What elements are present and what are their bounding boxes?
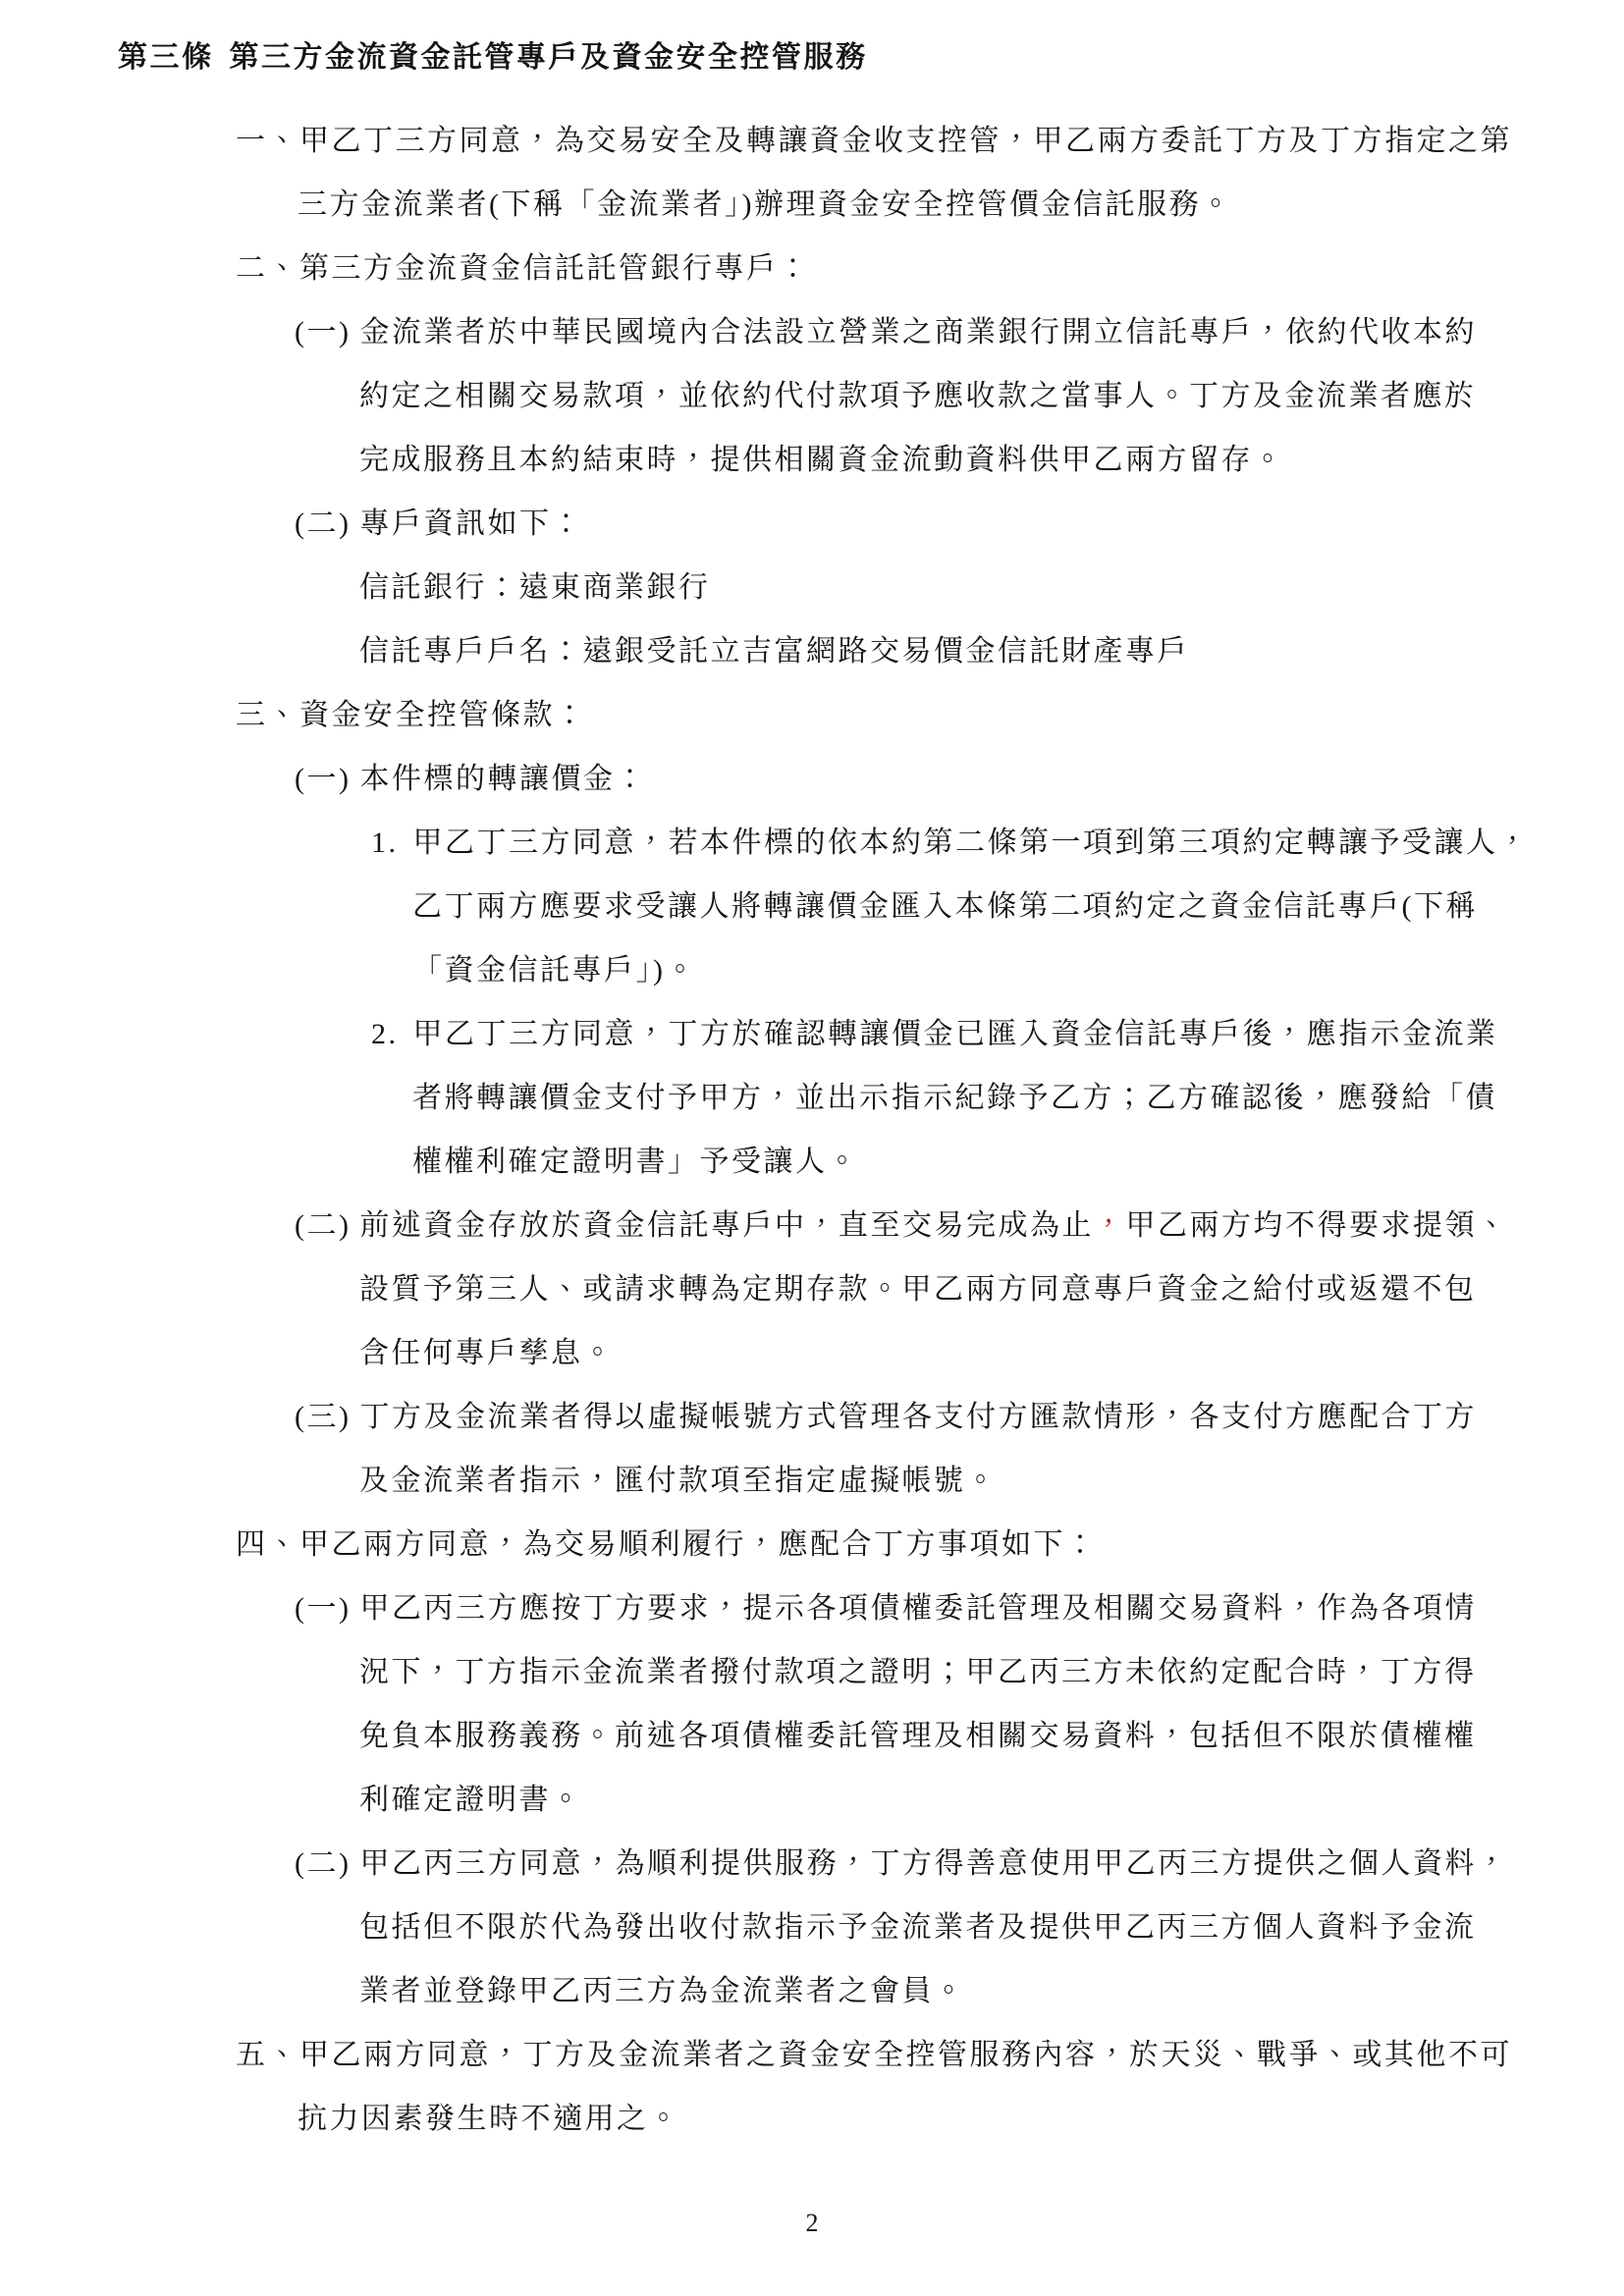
clause-line bbox=[295, 492, 1624, 556]
clause-text: 況下，丁方指示金流業者撥付款項之證明；甲乙丙三方未依約定配合時，丁方得 bbox=[359, 1656, 1477, 1688]
clause-line bbox=[371, 1002, 1624, 1066]
clause-line bbox=[295, 1832, 1624, 1896]
clause-line bbox=[412, 1130, 1624, 1194]
red-comma: ， bbox=[1093, 1209, 1126, 1242]
clause-text: 包括但不限於代為發出收付款指示予金流業者及提供甲乙丙三方個人資料予金流 bbox=[359, 1911, 1477, 1944]
clause-text: 信託專戶戶名：遠銀受託立吉富網路交易價金信託財產專戶 bbox=[359, 635, 1189, 667]
clause-text: 丁方及金流業者得以虛擬帳號方式管理各支付方匯款情形，各支付方應配合丁方 bbox=[359, 1401, 1477, 1433]
clause-text: 利確定證明書。 bbox=[359, 1784, 583, 1816]
list-marker: (二) bbox=[295, 1209, 352, 1242]
clause-text: 含任何專戶孳息。 bbox=[359, 1337, 615, 1369]
list-marker: 五、 bbox=[236, 2039, 299, 2071]
clause-line bbox=[412, 875, 1624, 938]
clause-text: 專戶資訊如下： bbox=[359, 507, 583, 540]
clause-line bbox=[359, 1640, 1624, 1704]
clause-line bbox=[298, 173, 1624, 237]
clause-text: 甲乙丁三方同意，若本件標的依本約第二條第一項到第三項約定轉讓予受讓人， bbox=[412, 827, 1530, 859]
clause-line bbox=[295, 1576, 1624, 1640]
clause-line bbox=[359, 364, 1624, 428]
list-marker: 三、 bbox=[236, 699, 299, 731]
clause-text: 免負本服務義務。前述各項債權委託管理及相關交易資料，包括但不限於債權權 bbox=[359, 1720, 1477, 1752]
list-marker: 一、 bbox=[236, 125, 299, 157]
clause-line bbox=[359, 1321, 1624, 1385]
clause-line bbox=[236, 683, 1624, 747]
clause-text: 約定之相關交易款項，並依約代付款項予應收款之當事人。丁方及金流業者應於 bbox=[359, 380, 1477, 412]
clause-line bbox=[295, 747, 1624, 811]
list-marker: (一) bbox=[295, 1592, 352, 1625]
clause-line bbox=[236, 109, 1624, 173]
clause-line bbox=[236, 1513, 1624, 1576]
trust-bank-line bbox=[359, 556, 1624, 619]
clause-line bbox=[359, 1768, 1624, 1832]
clause-text: 信託銀行：遠東商業銀行 bbox=[359, 571, 711, 604]
clause-text: 業者並登錄甲乙丙三方為金流業者之會員。 bbox=[359, 1975, 966, 2007]
article-title bbox=[118, 26, 1624, 89]
list-marker: (三) bbox=[295, 1401, 352, 1433]
clause-text: 三方金流業者(下稱「金流業者」)辦理資金安全控管價金信託服務。 bbox=[298, 188, 1233, 221]
trust-account-name-line bbox=[359, 619, 1624, 683]
clause-text: 甲乙兩方同意，丁方及金流業者之資金安全控管服務內容，於天災、戰爭、或其他不可 bbox=[299, 2039, 1512, 2071]
page-number: 2 bbox=[805, 2209, 819, 2237]
clause-text: 金流業者於中華民國境內合法設立營業之商業銀行開立信託專戶，依約代收本約 bbox=[359, 316, 1477, 348]
clause-text: 本件標的轉讓價金： bbox=[359, 763, 647, 795]
clause-text: 完成服務且本約結束時，提供相關資金流動資料供甲乙兩方留存。 bbox=[359, 444, 1285, 476]
clause-text: 甲乙丙三方同意，為順利提供服務，丁方得善意使用甲乙丙三方提供之個人資料， bbox=[359, 1847, 1509, 1880]
clause-line bbox=[295, 1385, 1624, 1449]
list-marker: 二、 bbox=[236, 252, 299, 285]
list-marker: (一) bbox=[295, 763, 352, 795]
clause-line bbox=[295, 1194, 1624, 1257]
clause-text: 及金流業者指示，匯付款項至指定虛擬帳號。 bbox=[359, 1465, 998, 1497]
article-number: 第三條 bbox=[118, 41, 214, 74]
clause-text: 資金安全控管條款： bbox=[299, 699, 587, 731]
list-marker: (二) bbox=[295, 507, 352, 540]
clause-text-segment: 前述資金存放於資金信託專戶中，直至交易完成為止 bbox=[359, 1209, 1094, 1242]
list-marker: (二) bbox=[295, 1847, 352, 1880]
clause-text: 甲乙丁三方同意，丁方於確認轉讓價金已匯入資金信託專戶後，應指示金流業 bbox=[412, 1018, 1498, 1050]
list-marker: 2. bbox=[371, 1018, 399, 1050]
clause-line bbox=[298, 2087, 1624, 2151]
clause-text: 甲乙丁三方同意，為交易安全及轉讓資金收支控管，甲乙兩方委託丁方及丁方指定之第 bbox=[299, 125, 1512, 157]
clause-text: 設質予第三人、或請求轉為定期存款。甲乙兩方同意專戶資金之給付或返還不包 bbox=[359, 1273, 1477, 1306]
clause-line bbox=[295, 300, 1624, 364]
clause-line bbox=[359, 1449, 1624, 1513]
clause-line bbox=[236, 237, 1624, 300]
clause-line bbox=[412, 1066, 1624, 1130]
clause-line bbox=[359, 1257, 1624, 1321]
clause-line bbox=[359, 428, 1624, 492]
clause-text: 甲乙兩方同意，為交易順利履行，應配合丁方事項如下： bbox=[299, 1528, 1098, 1561]
clause-text: 抗力因素發生時不適用之。 bbox=[298, 2103, 680, 2135]
clause-line bbox=[359, 1704, 1624, 1768]
clause-text: 第三方金流資金信託託管銀行專戶： bbox=[299, 252, 810, 285]
clause-text: 「資金信託專戶」)。 bbox=[412, 954, 697, 987]
clause-line bbox=[236, 2023, 1624, 2087]
list-marker: (一) bbox=[295, 316, 352, 348]
clause-text: 權權利確定證明書」予受讓人。 bbox=[412, 1146, 859, 1178]
clause-text: 乙丁兩方應要求受讓人將轉讓價金匯入本條第二項約定之資金信託專戶(下稱 bbox=[412, 890, 1478, 923]
clause-line bbox=[412, 938, 1624, 1002]
clause-text: 者將轉讓價金支付予甲方，並出示指示紀錄予乙方；乙方確認後，應發給「債 bbox=[412, 1082, 1497, 1114]
clause-line bbox=[359, 1896, 1624, 1959]
clause-line bbox=[359, 1959, 1624, 2023]
clause-text: 甲乙丙三方應按丁方要求，提示各項債權委託管理及相關交易資料，作為各項情 bbox=[359, 1592, 1477, 1625]
clause-line bbox=[371, 811, 1624, 875]
article-heading: 第三方金流資金託管專戶及資金安全控管服務 bbox=[229, 41, 868, 74]
list-marker: 四、 bbox=[236, 1528, 299, 1561]
clause-text-segment: 甲乙兩方均不得要求提領、 bbox=[1125, 1209, 1509, 1242]
list-marker: 1. bbox=[371, 827, 399, 859]
